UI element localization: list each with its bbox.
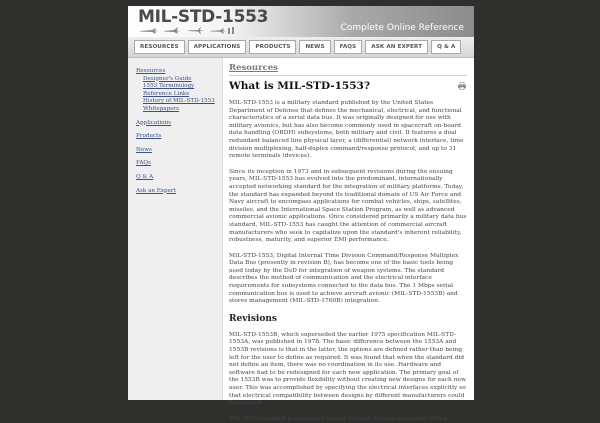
printer-icon[interactable] xyxy=(458,82,466,90)
title-row xyxy=(229,80,467,92)
site-logo[interactable]: MIL-STD-1553 xyxy=(138,7,269,27)
sidebar-item-1553-terminology[interactable]: 1553 Terminology xyxy=(143,83,195,90)
site-header xyxy=(128,6,474,37)
breadcrumb[interactable]: Resources xyxy=(229,63,467,76)
nav-ask-an-expert[interactable]: ASK AN EXPERT xyxy=(365,40,428,54)
sidebar-item-faqs[interactable]: FAQs xyxy=(136,160,151,167)
sidebar-item-q-and-a[interactable]: Q & A xyxy=(136,173,154,180)
nav-faqs[interactable]: FAQS xyxy=(334,40,363,54)
sidebar-item-news[interactable]: News xyxy=(136,146,152,153)
sidebar xyxy=(128,58,223,400)
nav-news[interactable]: NEWS xyxy=(299,40,330,54)
history-paragraph: Since its inception in 1973 and in subsequent revisions during the ensuing years, MIL-STD-1553 has evolved into the predominant, internationally accepted networking standard for the integration of military platforms. Today, the standard has expanded beyond its traditional domain of US Air Force and Navy aircraft to encompass applications for combat vehicles, ships, satellites, missiles, and the International Space Station Program, as well as advanced commercial avionic applications. Once considered primarily a military data bus standard, MIL-STD-1553 has caught the attention of commercial aircraft manufacturers who seek to capitalize upon the standard's inherent reliability, robustness, maturity, and superior EMI performance. xyxy=(229,168,467,244)
sidebar-item-reference-links[interactable]: Reference Links xyxy=(143,90,190,97)
sidebar-item-history[interactable]: History of MIL-STD-1553 xyxy=(143,98,215,105)
sidebar-item-resources[interactable]: Resources xyxy=(136,68,166,74)
sidebar-item-designers-guide[interactable]: Designer's Guide xyxy=(143,75,192,82)
sidebar-item-products[interactable]: Products xyxy=(136,133,162,140)
sidebar-item-applications[interactable]: Applications xyxy=(136,119,172,126)
page-title: What is MIL-STD-1553? xyxy=(229,80,370,92)
sidebar-item-ask-an-expert[interactable]: Ask an Expert xyxy=(136,187,176,194)
revisions-paragraph: MIL-STD-1553B, which superseded the earlier 1975 specification MIL-STD-1553A, was published in 1978. The basic difference between the 1553A and 1553B revisions is that in the latter, the options are defined rather than being left for the user to define as required. It was found that when the standard did not define an item, there was no coordination in its use. Hardware and software had to be redesigned for each new application. The primary goal of the 1553B was to provide flexibility without creating new designs for each new user. This was accomplished by specifying the electrical interfaces explicitly so that electrical compatibility between designs by different manufacturers could be assured. xyxy=(229,331,467,407)
organization-paragraph: The 1553 standard is organized similar to most military standards with a xyxy=(229,415,448,422)
site-tagline: Complete Online Reference xyxy=(340,23,464,33)
aircraft-silhouettes-icon xyxy=(138,25,236,35)
nav-q-and-a[interactable]: Q & A xyxy=(431,40,461,54)
revisions-heading: Revisions xyxy=(229,313,277,324)
sidebar-item-whitepapers[interactable]: Whitepapers xyxy=(143,105,180,112)
page-container xyxy=(128,6,474,422)
overview-paragraph: MIL-STD-1553, Digital Internal Time Division Command/Response Multiplex Data Bus (presently in revision B), has become one of the basic tools being used today by the DoD for integration of weapon systems. The standard describes the method of communication and the electrical interface requirements for subsystems connected to the data bus. The 1 Mbps serial communication bus is used to achieve aircraft avionic (MIL-STD-1553B) and stores management (MIL-STD-1760B) integration. xyxy=(229,252,459,305)
intro-paragraph: MIL-STD-1553 is a military standard published by the United States Department of Defense that defines the mechanical, electrical, and functional characteristics of a serial data bus. It was originally designed for use with military avionics, but has also become commonly used in spacecraft on-board data handling (OBDH) subsystems, both military and civil. It features a dual redundant balanced line physical layer, a (differential) network interface, time division multiplexing, half-duplex command/response protocol, and up to 31 remote terminals (devices). xyxy=(229,100,464,160)
nav-resources[interactable]: RESOURCES xyxy=(134,40,185,54)
nav-applications[interactable]: APPLICATIONS xyxy=(188,40,247,54)
main-content xyxy=(229,63,467,422)
main-nav xyxy=(128,37,474,58)
nav-products[interactable]: PRODUCTS xyxy=(249,40,296,54)
